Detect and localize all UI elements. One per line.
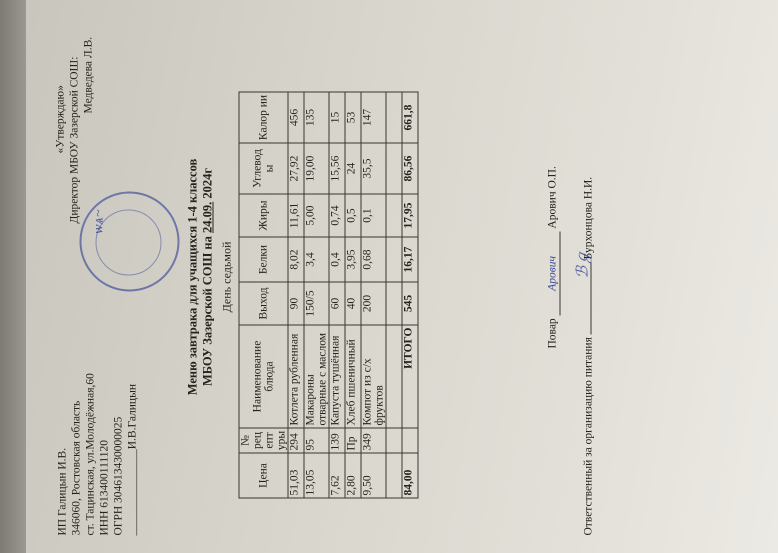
cell-protein: 3,95 (345, 237, 361, 282)
responsible-signature-line (582, 177, 596, 536)
cell-dish: Котлета рубленная (288, 325, 304, 428)
cell-recipe: 139 (329, 428, 345, 453)
supplier-inn: ИНН 613400111120 (98, 439, 111, 536)
total-recipe (402, 428, 418, 453)
cell-yield: 90 (288, 282, 304, 325)
header-protein: Белки (239, 237, 288, 282)
cell-dish: Капуста тушённая (329, 325, 345, 428)
cell-recipe: 349 (361, 428, 386, 453)
total-protein: 16,17 (402, 237, 418, 282)
cell-calories: 135 (304, 92, 329, 143)
header-recipe-no: № рец епт уры (239, 428, 288, 453)
cook-signature: Арович (546, 231, 561, 315)
table-total-row (402, 92, 418, 498)
cell-calories: 147 (361, 92, 386, 143)
header-calories: Калор ии (239, 92, 288, 143)
responsible-label: Ответственный за организацию питания (582, 337, 595, 536)
header-fat: Жиры (239, 194, 288, 237)
cell-price: 2,80 (345, 453, 361, 498)
total-carbs: 86,56 (402, 143, 418, 194)
cell-price: 13,05 (304, 453, 329, 498)
menu-title-line2: МБОУ Зазерской СОШ на 24.09. 2024г (200, 167, 215, 387)
supplier-signature-line: _______________И.В.Галицын (126, 384, 139, 536)
header-carbs: Углевод ы (239, 143, 288, 194)
menu-title (186, 1, 216, 553)
cell-recipe: 294 (288, 428, 304, 453)
cell-recipe: 95 (304, 428, 329, 453)
supplier-address-region: 346060, Ростовская область (70, 400, 83, 536)
cell-calories: 456 (288, 92, 304, 143)
cell-yield: 40 (345, 282, 361, 325)
cell-carbs: 19,00 (304, 143, 329, 194)
cell-protein: 0,68 (361, 237, 386, 282)
cell-fat: 0,74 (329, 194, 345, 237)
table-row (288, 92, 304, 498)
director-signature: ѡѧ~ (91, 209, 107, 234)
day-label: День седьмой (219, 241, 234, 313)
table-row-empty (386, 92, 402, 498)
cell-calories: 15 (329, 92, 345, 143)
responsible-name: Бурхонцова Н.И. (582, 176, 595, 260)
cook-name: Арович О.П. (546, 166, 559, 229)
supplier-block (56, 373, 140, 535)
cell-protein: 3,4 (304, 237, 329, 282)
paper-sheet (26, 0, 778, 553)
cell-dish: Макароны отварные с маслом (304, 325, 329, 428)
cell-yield: 150/5 (304, 282, 329, 325)
rotated-document (26, 1, 778, 553)
supplier-address-street: ст. Тацинская, ул.Молодёжная,60 (84, 373, 97, 536)
approval-name: Медведева Л.В. (82, 36, 95, 114)
total-price: 84,00 (402, 453, 418, 498)
approval-heading: «Утверждаю» (54, 85, 67, 154)
cook-signature-line (546, 166, 561, 348)
total-yield: 545 (402, 282, 418, 325)
responsible-signature: ℬℊ (574, 249, 592, 279)
total-calories: 661,8 (402, 92, 418, 143)
table-row (345, 92, 361, 498)
approval-block (54, 37, 96, 224)
paper-edge (0, 0, 26, 553)
header-dish-name: Наименование блюда (239, 325, 288, 428)
cell-carbs: 15,56 (329, 143, 345, 194)
supplier-name: ИП Галицын И.В. (56, 447, 69, 536)
cell-carbs: 35,5 (361, 143, 386, 194)
cell-fat: 5,00 (304, 194, 329, 237)
table-row (361, 92, 386, 498)
cell-protein: 8,02 (288, 237, 304, 282)
school-stamp (80, 192, 180, 292)
cell-price: 7,62 (329, 453, 345, 498)
cell-price: 51,03 (288, 453, 304, 498)
cell-fat: 0,1 (361, 194, 386, 237)
cell-protein: 0,4 (329, 237, 345, 282)
cell-calories: 53 (345, 92, 361, 143)
supplier-ogrn: ОГРН 304613430000025 (112, 416, 125, 536)
cell-fat: 0,5 (345, 194, 361, 237)
cell-yield: 200 (361, 282, 386, 325)
menu-title-line1: Меню завтрака для учащихся 1-4 классов (185, 158, 200, 396)
approval-position: Директор МБОУ Зазерской СОШ: (68, 56, 81, 224)
cell-carbs: 27,92 (288, 143, 304, 194)
cell-recipe: Пр (345, 428, 361, 453)
header-yield: Выход (239, 282, 288, 325)
total-fat: 17,95 (402, 194, 418, 237)
table-row (304, 92, 329, 498)
header-price: Цена (239, 453, 288, 498)
menu-date: 24.09. (200, 201, 215, 234)
table-header-row (239, 92, 288, 498)
cell-carbs: 24 (345, 143, 361, 194)
cell-price: 9,50 (361, 453, 386, 498)
cell-dish: Компот из с/х фруктов (361, 325, 386, 428)
cook-label: Повар (546, 318, 559, 349)
total-label: ИТОГО (402, 325, 418, 428)
cell-yield: 60 (329, 282, 345, 325)
menu-table (239, 92, 419, 499)
cell-dish: Хлеб пшеничный (345, 325, 361, 428)
table-row (329, 92, 345, 498)
cell-fat: 11,61 (288, 194, 304, 237)
